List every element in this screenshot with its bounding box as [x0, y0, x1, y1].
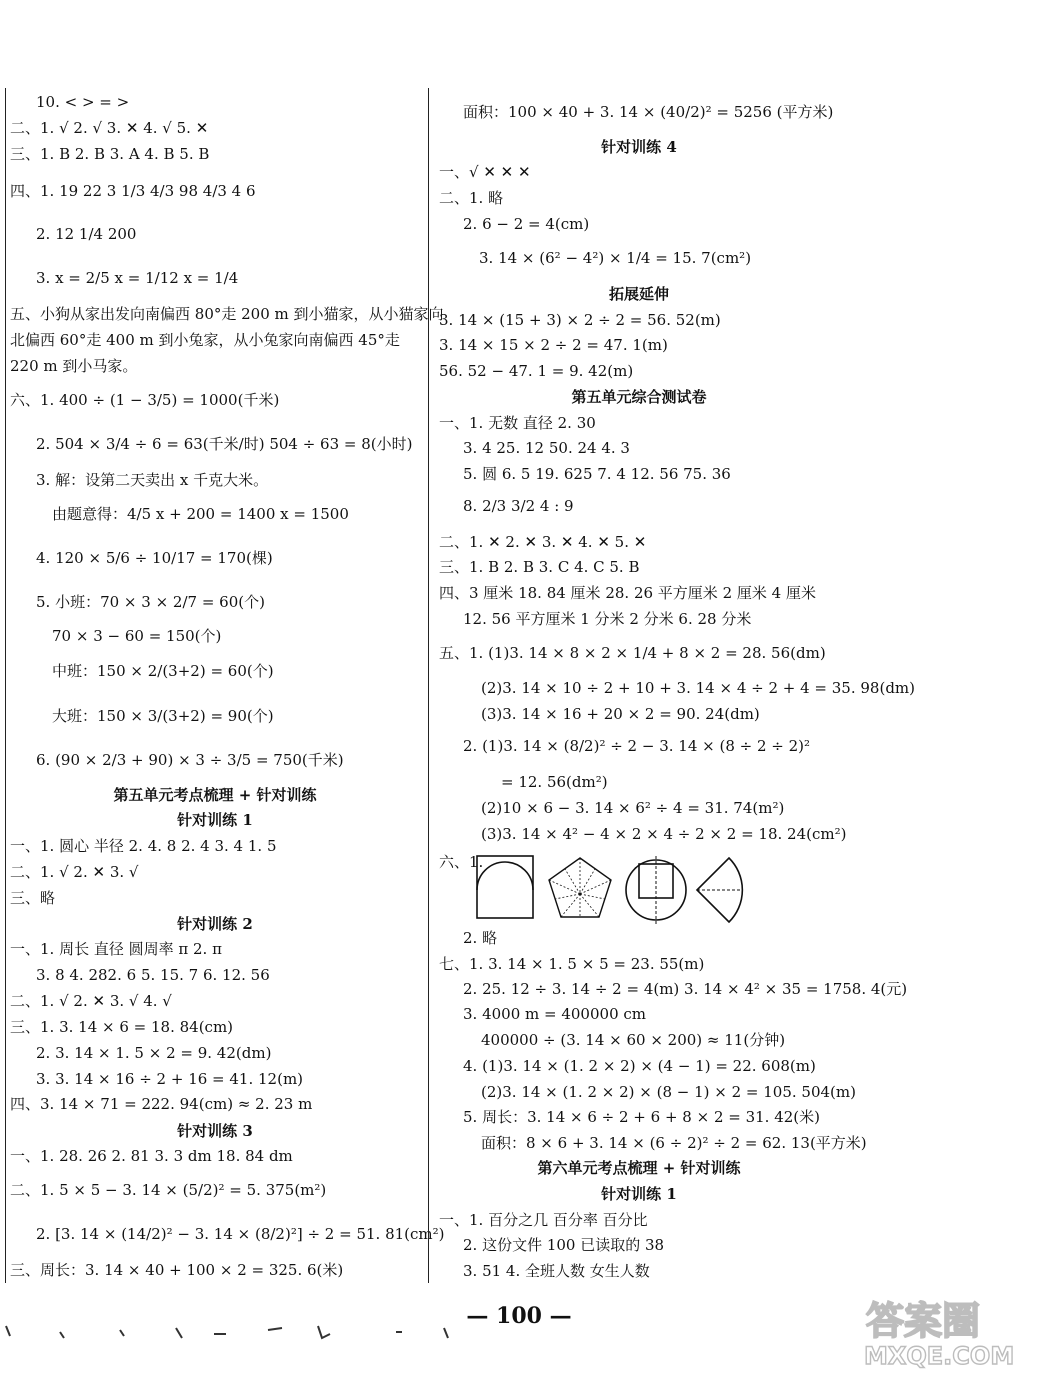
- answer-line: 3. x = 2/5 x = 1/12 x = 1/4: [36, 269, 239, 287]
- svg-text:答案圈: 答案圈: [866, 1299, 981, 1343]
- answer-line: (2)3. 14 × (1. 2 × 2) × (8 − 1) × 2 = 105. 504(m): [481, 1083, 856, 1101]
- answer-line: 3. 14 × (15 + 3) × 2 ÷ 2 = 56. 52(m): [439, 311, 721, 329]
- answer-line: 北偏西 60°走 400 m 到小兔家，从小兔家向南偏西 45°走: [10, 331, 400, 349]
- answer-line: 3. 8 4. 282. 6 5. 15. 7 6. 12. 56: [36, 966, 270, 984]
- answer-line: 大班：150 × 3/(3+2) = 90(个): [52, 707, 274, 725]
- section-heading: 针对训练 2: [177, 915, 253, 933]
- answer-line: 400000 ÷ (3. 14 × 60 × 200) ≈ 11(分钟): [481, 1031, 786, 1049]
- answer-line: 56. 52 − 47. 1 = 9. 42(m): [439, 362, 634, 380]
- answer-line: (2)3. 14 × 10 ÷ 2 + 10 + 3. 14 × 4 ÷ 2 + 4 = 35. 98(dm): [481, 679, 916, 697]
- svg-text:MXQE.COM: MXQE.COM: [864, 1342, 1015, 1370]
- answer-line: 五、1. (1)3. 14 × 8 × 2 × 1/4 + 8 × 2 = 28. 56(dm): [439, 644, 826, 662]
- section-heading: 针对训练 1: [601, 1185, 677, 1203]
- answer-line: 三、周长：3. 14 × 40 + 100 × 2 = 325. 6(米): [10, 1261, 344, 1279]
- answer-line: 三、1. B 2. B 3. A 4. B 5. B: [10, 145, 210, 163]
- answer-line: 二、1. √ 2. √ 3. ✕ 4. √ 5. ✕: [10, 119, 209, 137]
- answer-line: 一、1. 无数 直径 2. 30: [439, 414, 596, 432]
- pentagon-figure: [549, 858, 611, 917]
- answer-line: 2. (1)3. 14 × (8/2)² ÷ 2 − 3. 14 × (8 ÷ 2 ÷ 2)²: [463, 737, 811, 755]
- answer-line: 3. 51 4. 全班人数 女生人数: [463, 1262, 650, 1280]
- answer-line: 2. 6 − 2 = 4(cm): [463, 215, 590, 233]
- answer-line: 二、1. 略: [439, 189, 504, 207]
- answer-line: 六、1. 400 ÷ (1 − 3/5) = 1000(千米): [10, 391, 280, 409]
- answer-line: 2. 25. 12 ÷ 3. 14 ÷ 2 = 4(m) 3. 14 × 4² × 35 = 1758. 4(元): [463, 980, 908, 998]
- section-heading: 第五单元综合测试卷: [571, 388, 707, 406]
- answer-line: 一、1. 圆心 半径 2. 4. 8 2. 4 3. 4 1. 5: [10, 837, 277, 855]
- answer-line: 面积：100 × 40 + 3. 14 × (40/2)² = 5256 (平方米): [463, 103, 834, 121]
- answer-line: 2. 504 × 3/4 ÷ 6 = 63(千米/时) 504 ÷ 63 = 8(小时): [36, 435, 413, 453]
- answer-line: 3. 解：设第二天卖出 x 千克大米。: [36, 471, 269, 489]
- answer-line: 2. 略: [463, 929, 498, 947]
- answer-line: (3)3. 14 × 4² − 4 × 2 × 4 ÷ 2 × 2 = 18. 24(cm²): [481, 825, 847, 843]
- answer-line: 二、1. ✕ 2. ✕ 3. ✕ 4. ✕ 5. ✕: [439, 533, 647, 551]
- answer-line: (2)10 × 6 − 3. 14 × 6² ÷ 4 = 31. 74(m²): [481, 799, 785, 817]
- answer-line: 二、1. √ 2. ✕ 3. √ 4. √: [10, 992, 172, 1010]
- section-heading: 针对训练 1: [177, 811, 253, 829]
- answer-line: 面积：8 × 6 + 3. 14 × (6 ÷ 2)² ÷ 2 = 62. 13(平方米): [481, 1134, 867, 1152]
- answer-line: 4. (1)3. 14 × (1. 2 × 2) × (4 − 1) = 22. 608(m): [463, 1057, 816, 1075]
- answer-line: 5. 小班：70 × 3 × 2/7 = 60(个): [36, 593, 265, 611]
- answer-line: 一、1. 周长 直径 圆周率 π 2. π: [10, 940, 222, 958]
- answer-line: 二、1. 5 × 5 − 3. 14 × (5/2)² = 5. 375(m²): [10, 1181, 327, 1199]
- answer-line: 2. [3. 14 × (14/2)² − 3. 14 × (8/2)²] ÷ 2 = 51. 81(cm²): [36, 1225, 445, 1243]
- circle-square-figure: [626, 856, 686, 924]
- section-heading: 针对训练 4: [601, 138, 677, 156]
- answer-line: 4. 120 × 5/6 ÷ 10/17 = 170(棵): [36, 549, 273, 567]
- page-number: — 100 —: [466, 1303, 572, 1329]
- answer-line: 一、√ ✕ ✕ ✕: [439, 163, 531, 181]
- answer-line: 四、3 厘米 18. 84 厘米 28. 26 平方厘米 2 厘米 4 厘米: [439, 584, 816, 602]
- answer-line: 8. 2/3 3/2 4 : 9: [463, 497, 574, 515]
- answer-line: 四、3. 14 × 71 = 222. 94(cm) ≈ 2. 23 m: [10, 1095, 313, 1113]
- answer-line: 二、1. √ 2. ✕ 3. √: [10, 863, 139, 881]
- answer-line: 3. 4000 m = 400000 cm: [463, 1005, 647, 1023]
- answer-line: 四、1. 19 22 3 1/3 4/3 98 4/3 4 6: [10, 182, 256, 200]
- section-heading: 第五单元考点梳理 + 针对训练: [113, 786, 317, 804]
- answer-line: 70 × 3 − 60 = 150(个): [52, 627, 222, 645]
- right-column: [428, 88, 916, 1283]
- answer-line: (3)3. 14 × 16 + 20 × 2 = 90. 24(dm): [481, 705, 760, 723]
- answer-line: 3. 3. 14 × 16 ÷ 2 + 16 = 41. 12(m): [36, 1070, 304, 1088]
- answer-line: 三、1. B 2. B 3. C 4. C 5. B: [439, 558, 640, 576]
- answer-line: 三、1. 3. 14 × 6 = 18. 84(cm): [10, 1018, 234, 1036]
- answer-line: 五、小狗从家出发向南偏西 80°走 200 m 到小猫家，从小猫家向: [10, 305, 444, 323]
- answer-line: 12. 56 平方厘米 1 分米 2 分米 6. 28 分米: [463, 610, 752, 628]
- sector-figure: [697, 858, 742, 922]
- answer-line: 5. 周长：3. 14 × 6 ÷ 2 + 6 + 8 × 2 = 31. 42(米): [463, 1108, 821, 1126]
- answer-line: 2. 这份文件 100 已读取的 38: [463, 1236, 665, 1254]
- answer-line: 七、1. 3. 14 × 1. 5 × 5 = 23. 55(m): [439, 955, 705, 973]
- answer-line: 3. 14 × 15 × 2 ÷ 2 = 47. 1(m): [439, 336, 668, 354]
- answer-line: = 12. 56(dm²): [501, 773, 608, 791]
- answer-line: 10. < > = >: [36, 93, 130, 111]
- answer-line: 一、1. 百分之几 百分率 百分比: [439, 1211, 648, 1229]
- section-heading: 第六单元考点梳理 + 针对训练: [537, 1159, 741, 1177]
- answer-line: 6. (90 × 2/3 + 90) × 3 ÷ 3/5 = 750(千米): [36, 751, 344, 769]
- answer-line: 六、1.: [439, 853, 484, 871]
- square-semicircle-figure: [477, 856, 533, 918]
- answer-line: 2. 12 1/4 200: [36, 225, 137, 243]
- answer-line: 中班：150 × 2/(3+2) = 60(个): [52, 662, 274, 680]
- section-heading: 拓展延伸: [608, 285, 669, 303]
- left-column: [5, 88, 445, 1283]
- answer-line: 3. 4 25. 12 50. 24 4. 3: [463, 439, 630, 457]
- watermark-logo: [858, 1290, 1033, 1370]
- section-heading: 针对训练 3: [177, 1122, 253, 1140]
- geometry-figures: [475, 854, 745, 926]
- answer-line: 5. 圆 6. 5 19. 625 7. 4 12. 56 75. 36: [463, 465, 731, 483]
- answer-line: 一、1. 28. 26 2. 81 3. 3 dm 18. 84 dm: [10, 1147, 293, 1165]
- answer-line: 2. 3. 14 × 1. 5 × 2 = 9. 42(dm): [36, 1044, 272, 1062]
- answer-line: 220 m 到小马家。: [10, 357, 138, 375]
- answer-line: 由题意得：4/5 x + 200 = 1400 x = 1500: [52, 505, 349, 523]
- answer-line: 三、略: [10, 889, 56, 907]
- answer-line: 3. 14 × (6² − 4²) × 1/4 = 15. 7(cm²): [479, 249, 752, 267]
